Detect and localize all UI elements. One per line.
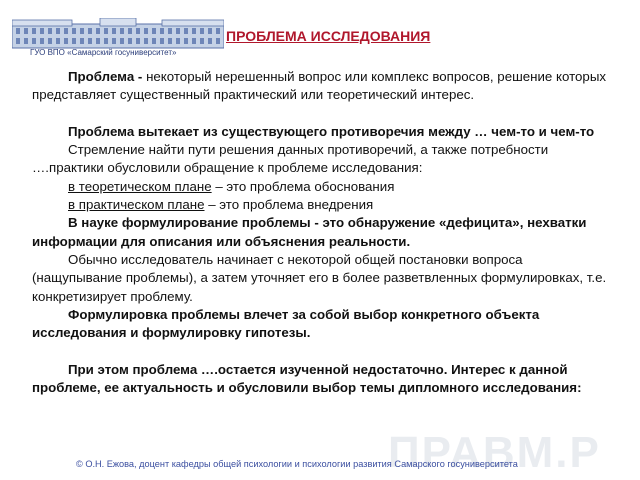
definition-term: Проблема - — [68, 69, 147, 84]
practice-line — [32, 196, 610, 214]
aspiration-paragraph: Стремление найти пути решения данных противоречий, а также потребности ….практики обусловили обращение к проблеме исследования: — [32, 142, 549, 176]
practice-plan-text: – это проблема внедрения — [204, 197, 374, 213]
conclusion-paragraph: При этом проблема ….остается изученной недостаточно. Интерес к данной проблеме, ее актуальность и обусловили выбор темы дипломного исследования: — [32, 361, 582, 396]
science-paragraph: В науке формулирование проблемы - это обнаружение «дефицита», нехватки информации для описания или объяснения реальности. — [32, 215, 587, 249]
theory-plan-text: – это проблема обоснования — [211, 178, 395, 194]
theory-plan-label: в теоретическом плане — [68, 178, 212, 194]
practice-plan-label: в практическом плане — [68, 197, 205, 213]
university-building-logo — [12, 18, 224, 50]
definition-paragraph — [32, 68, 610, 105]
definition-text: некоторый нерешенный вопрос или комплекс вопросов, решение которых представляет существенный практический или теоретический интерес. — [32, 69, 607, 103]
theory-line — [32, 178, 610, 196]
organization-caption: ГУО ВПО «Самарский госуниверситет» — [30, 48, 177, 57]
slide-content — [32, 68, 610, 397]
footer-credit: © О.Н. Ежова, доцент кафедры общей психологии и психологии развития Самарского госуниверситета — [76, 459, 518, 469]
contradiction-paragraph: Проблема вытекает из существующего противоречия между … чем-то и чем-то — [68, 123, 595, 139]
formulation-paragraph: Формулировка проблемы влечет за собой выбор конкретного объекта исследования и формулировку гипотезы. — [32, 306, 540, 341]
usually-paragraph: Обычно исследователь начинает с некоторой общей постановки вопроса (нащупывание проблемы), а затем уточняет его в более разветвленных формулировках, т.е. конкретизирует проблему. — [32, 251, 607, 304]
watermark: ПРАВМ.Р — [388, 428, 601, 477]
page-title: ПРОБЛЕМА ИССЛЕДОВАНИЯ — [226, 28, 431, 44]
